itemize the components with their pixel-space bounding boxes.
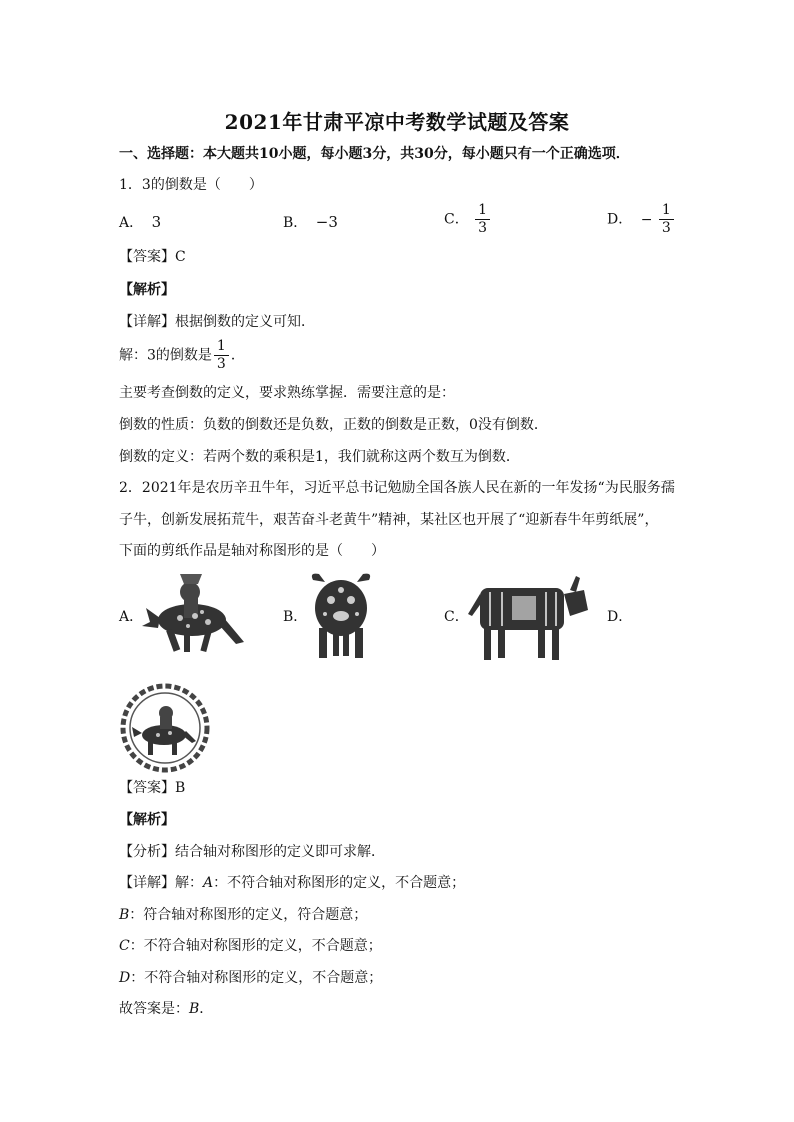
q2-detail-prefix: 【详解】解： — [119, 875, 203, 891]
q1-note-3: 倒数的定义：若两个数的乘积是1，我们就称这两个数互为倒数． — [119, 449, 520, 465]
q2-detail-a — [119, 873, 465, 893]
q1-option-c — [444, 202, 492, 237]
papercut-ox-standing-image-c — [466, 574, 592, 664]
q2-answer: 【答案】B — [119, 780, 186, 796]
q2-detail-a-letter: A — [203, 875, 214, 891]
q1-option-d-denominator: 3 — [661, 220, 671, 236]
document-title: 2021年甘肃平凉中考数学试题及答案 — [224, 110, 570, 134]
q1-option-a-letter: A． — [119, 215, 144, 231]
q2-analysis-label: 【解析】 — [119, 812, 175, 828]
q2-detail-c-letter: C — [119, 938, 130, 954]
q1-option-c-letter: C． — [444, 211, 469, 228]
q1-solution-numerator: 1 — [214, 338, 229, 356]
q2-conclusion-letter: B — [189, 1001, 200, 1017]
q2-detail-c — [119, 936, 382, 956]
q2-option-b-letter: B． — [283, 609, 308, 625]
papercut-ox-symmetric-image-b — [305, 570, 377, 662]
q1-option-d-numerator: 1 — [659, 202, 674, 220]
q1-analysis-label: 【解析】 — [119, 282, 175, 298]
q2-detail-c-text: ：不符合轴对称图形的定义，不合题意； — [129, 938, 382, 954]
q1-option-a — [119, 212, 161, 233]
q2-stem-line-3: 下面的剪纸作品是轴对称图形的是（ ） — [119, 543, 385, 559]
q2-stem-line-2: 子牛，创新发展拓荒牛，艰苦奋斗老黄牛”精神，某社区也开展了“迎新春牛年剪纸展”， — [119, 512, 659, 528]
q2-conclusion — [119, 999, 213, 1019]
q1-note-2: 倒数的性质：负数的倒数还是负数，正数的倒数是正数，0没有倒数． — [119, 417, 548, 433]
q2-detail-b-text: ：符合轴对称图形的定义，符合题意； — [129, 907, 368, 923]
q1-note-1: 主要考查倒数的定义，要求熟练掌握．需要注意的是： — [119, 385, 455, 401]
q2-detail-d-text: ：不符合轴对称图形的定义，不合题意； — [130, 970, 383, 986]
q1-option-c-numerator: 1 — [475, 202, 490, 220]
q1-detail: 【详解】根据倒数的定义可知． — [119, 314, 315, 330]
q1-solution-fraction — [214, 338, 229, 373]
q2-analysis: 【分析】结合轴对称图形的定义即可求解． — [119, 844, 385, 860]
q1-option-b — [283, 212, 338, 233]
q2-conclusion-suffix: ． — [199, 1001, 214, 1017]
q1-stem: 1．3的倒数是（ ） — [119, 177, 263, 193]
q1-answer: 【答案】C — [119, 249, 186, 265]
q2-option-c-letter: C． — [444, 609, 469, 625]
q1-option-b-letter: B． — [283, 215, 308, 231]
q1-option-c-fraction — [475, 202, 490, 237]
q2-detail-b-letter: B — [119, 907, 130, 923]
q2-option-d-letter: D． — [607, 609, 633, 625]
q2-detail-d-letter: D — [119, 970, 131, 986]
q1-option-d-fraction — [659, 202, 674, 237]
q2-stem-line-1: 2．2021年是农历辛丑牛年，习近平总书记勉励全国各族人民在新的一年发扬“为民服务孺 — [119, 480, 675, 496]
papercut-ox-medallion-image-d — [120, 683, 210, 773]
q2-detail-d — [119, 968, 382, 988]
q2-detail-a-text: ：不符合轴对称图形的定义，不合题意； — [213, 875, 466, 891]
q1-option-c-denominator: 3 — [478, 220, 488, 236]
q2-option-a-letter: A． — [119, 609, 144, 625]
papercut-ox-rider-image-a — [140, 570, 250, 660]
q1-option-b-value: −3 — [315, 213, 338, 231]
q1-option-d-sign: − — [640, 211, 653, 228]
section-header: 一、选择题：本大题共10小题，每小题3分，共30分，每小题只有一个正确选项． — [119, 146, 630, 162]
q1-solution-denominator: 3 — [216, 356, 226, 372]
q1-option-d — [607, 202, 676, 237]
q2-detail-b — [119, 905, 367, 925]
q1-option-a-value: 3 — [151, 213, 162, 231]
q1-solution-suffix: ． — [230, 347, 245, 364]
q1-option-d-letter: D． — [607, 211, 633, 228]
q2-conclusion-prefix: 故答案是： — [119, 1001, 189, 1017]
q1-solution-prefix: 解：3的倒数是 — [119, 347, 212, 364]
q1-solution — [119, 338, 245, 373]
